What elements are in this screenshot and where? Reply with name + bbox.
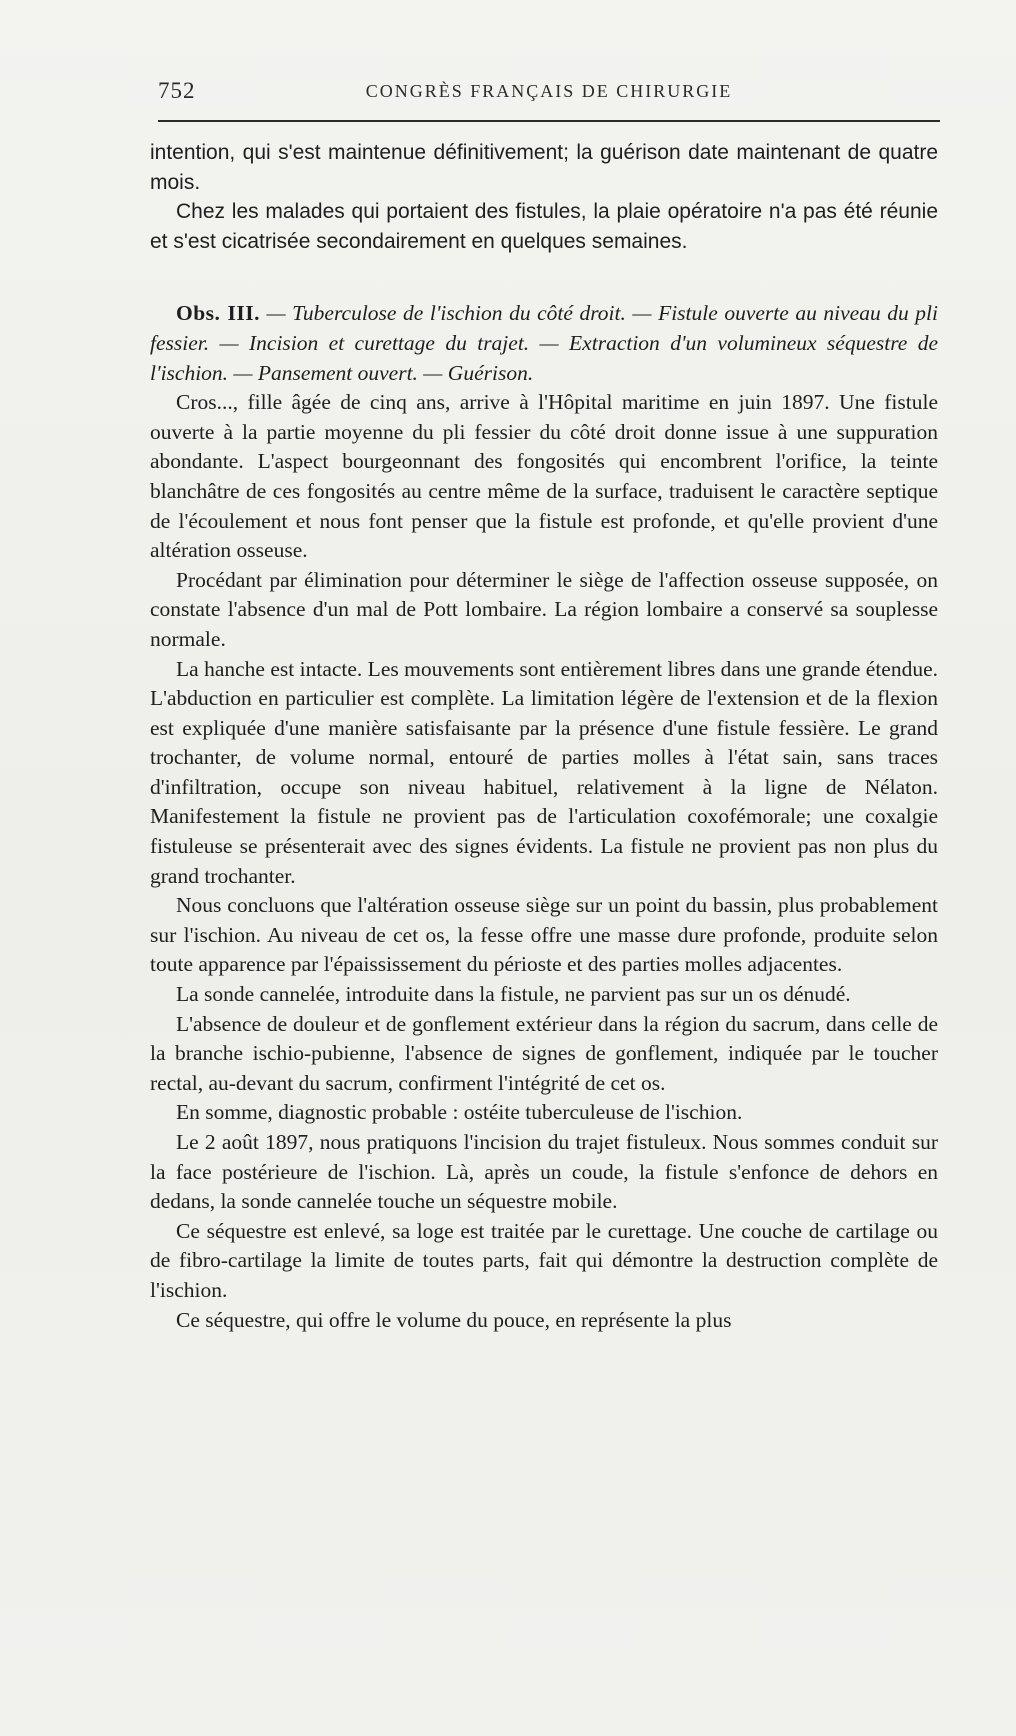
page-header [158,78,940,112]
paragraph-12: Ce séquestre, qui offre le volume du pouce, en représente la plus [176,1307,732,1332]
observation-title: — Tuberculose de l'ischion du côté droit. — Fistule ouverte au niveau du pli fessier. — Incision et curettage du trajet. — Extraction d'un volumineux séquestre de l'ischion. — Pansement ouvert. — Guérison. [150,301,938,385]
paragraph-11: Ce séquestre est enlevé, sa loge est traitée par le curettage. Une couche de cartilage ou de fibro-cartilage la limite de toutes parts, fait qui démontre la destruction complète de l'ischion. [150,1218,938,1302]
paragraph-10: Le 2 août 1897, nous pratiquons l'incision du trajet fistuleux. Nous sommes conduit sur la face postérieure de l'ischion. Là, après un coude, la fistule s'enfonce de dehors en dedans, la sonde cannelée touche un séquestre mobile. [150,1130,938,1214]
paragraph-9: En somme, diagnostic probable : ostéite tuberculeuse de l'ischion. [176,1100,743,1125]
header-rule [158,120,940,122]
section-gap [150,256,938,299]
paragraph-4: Procédant par élimination pour déterminer le siège de l'affection osseuse supposée, on constate l'absence d'un mal de Pott lombaire. La région lombaire a conservé sa souplesse normale. [150,567,938,651]
page-number: 752 [158,78,196,103]
paragraph-3: Cros..., fille âgée de cinq ans, arrive à l'Hôpital maritime en juin 1897. Une fistule ouverte à la partie moyenne du pli fessier du côté droit donne issue à une suppuration abondante. L'aspect bourgeonnant des fongosités qui encombrent l'orifice, la teinte blanchâtre de ces fongosités au centre même de la surface, traduisent le caractère septique de l'écoulement et nous font penser que la fistule est profonde, et qu'elle provient d'une altération osseuse. [150,390,938,563]
observation-heading [150,299,938,388]
paragraph-1: intention, qui s'est maintenue définitivement; la guérison date maintenant de quatre mois. [150,141,938,194]
body-text [150,138,938,1335]
paragraph-8: L'absence de douleur et de gonflement extérieur dans la région du sacrum, dans celle de la branche ischio-pubienne, l'absence de signes de gonflement, indiquée par le toucher rectal, au-devant du sacrum, confirment l'intégrité de cet os. [150,1011,938,1095]
paragraph-6: Nous concluons que l'altération osseuse siège sur un point du bassin, plus probablement sur l'ischion. Au niveau de cet os, la fesse offre une masse dure profonde, produite selon toute apparence par l'épaississement du périoste et des parties molles adjacentes. [150,893,938,977]
paragraph-5: La hanche est intacte. Les mouvements sont entièrement libres dans une grande étendue. L'abduction en particulier est complète. La limitation légère de l'extension et de la flexion est expliquée d'une manière satisfaisante par la présence d'une fistule fessière. Le grand trochanter, de volume normal, entouré de parties molles à l'état sain, sans traces d'infiltration, occupe son niveau habituel, relativement à la ligne de Nélaton. Manifestement la fistule ne provient pas de l'articulation coxofémorale; une coxalgie fistuleuse se présenterait avec des signes évidents. La fistule ne provient pas non plus du grand trochanter. [150,656,938,888]
running-head: CONGRÈS FRANÇAIS DE CHIRURGIE [365,81,733,101]
paragraph-2: Chez les malades qui portaient des fistules, la plaie opératoire n'a pas été réunie et s'est cicatrisée secondairement en quelques semaines. [150,200,938,253]
paragraph-7: La sonde cannelée, introduite dans la fistule, ne parvient pas sur un os dénudé. [176,982,851,1007]
observation-label: Obs. III. [176,301,260,326]
